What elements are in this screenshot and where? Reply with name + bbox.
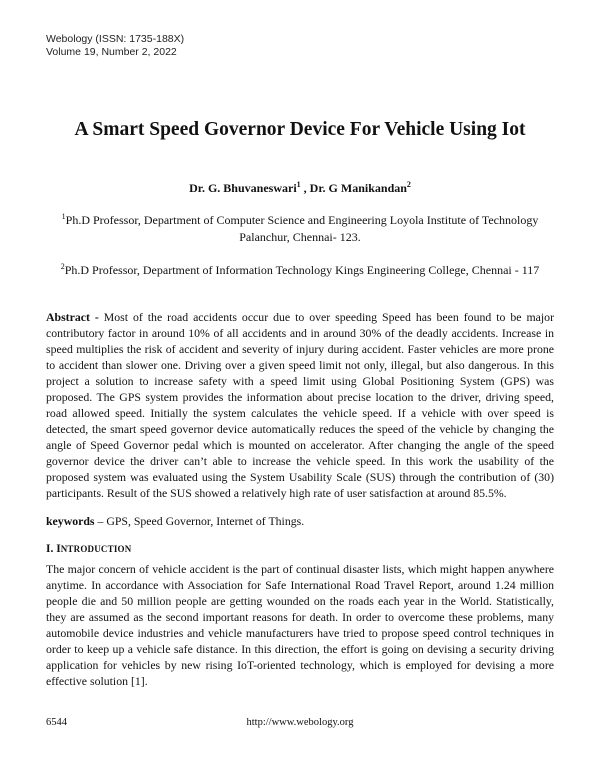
footer-url[interactable]: http://www.webology.org — [246, 717, 354, 728]
author-sup: 2 — [406, 180, 411, 189]
journal-name: Webology (ISSN: 1735-188X) — [46, 33, 185, 45]
author-sup: 1 — [296, 180, 301, 189]
author-line — [0, 180, 600, 196]
journal-header — [46, 33, 184, 59]
section-head-initial: I — [56, 543, 61, 555]
affiliation-2 — [40, 262, 560, 279]
section-number: I. — [46, 543, 57, 555]
journal-volume: Volume 19, Number 2, 2022 — [46, 46, 177, 58]
author-name: Dr. G Manikandan — [309, 181, 407, 195]
abstract — [46, 309, 554, 501]
keywords-label: keywords — [46, 514, 95, 528]
section-heading-introduction — [46, 541, 131, 557]
affiliation-sup: 1 — [61, 212, 66, 221]
paper-title: A Smart Speed Governor Device For Vehicle Using Iot — [74, 119, 526, 140]
page-number: 6544 — [46, 717, 67, 728]
introduction-paragraph: The major concern of vehicle accident is the part of continual disaster lists, which might happen anywhere anytime. In accordance with Association for Safe International Road Travel Report, around 1.24 million people die and 50 million people are getting wounded on the roads each year in the World. Statistically, they are assumed as the second important reasons for death. In order to overcome these problems, many automobile device industries and vehicle manufacturers have tried to propose speed control techniques in order to keep up a vehicle safe distance. In this direction, the effort is going on devising a security driving application for vehicles by new rising IoT-oriented technology, which is employed for devising a more effective solution [1]. — [46, 562, 554, 688]
affiliation-text: Ph.D Professor, Department of Computer Science and Engineering Loyola Institute of Technology Palanchur, Chennai- 123. — [65, 213, 539, 244]
section-head-rest: NTRODUCTION — [60, 544, 132, 554]
affiliation-1 — [40, 212, 560, 246]
affiliation-text: Ph.D Professor, Department of Information Technology Kings Engineering College, Chennai - 117 — [64, 263, 540, 277]
abstract-label: Abstract - — [46, 310, 104, 324]
keywords-text: – GPS, Speed Governor, Internet of Things. — [94, 514, 305, 528]
author-separator: , — [300, 181, 310, 195]
author-name: Dr. G. Bhuvaneswari — [189, 181, 297, 195]
affiliation-sup: 2 — [60, 262, 65, 271]
abstract-text: Most of the road accidents occur due to over speeding Speed has been found to be major contributory factor in around 10% of all accidents and in around 30% of the deadly accidents. Increase in speed multiplies the risk of accident and severity of injury during accident. Faster vehicles are more prone to accident than slower one. Driving over a given speed limit not only, illegal, but also dangerous. In this project a solution to increase safety with a speed limit using Global Positioning System (GPS) was proposed. The GPS system provides the information about precise location to the driver, driving speed, road allowed speed. Initially the system calculates the vehicle speed. If a vehicle with over speed is detected, the smart speed governor device automatically reduces the speed of the vehicle by changing the angle of Speed Governor pedal which is mounted on accelerator. After changing the angle of the speed governor device the driver can’t able to increase the vehicle speed. In this work the usability of the proposed system was evaluated using the System Usability Scale (SUS) through the contribution of (30) participants. Result of the SUS showed a relatively high rate of user satisfaction at around 85.5%. — [46, 310, 554, 500]
keywords — [46, 513, 554, 529]
